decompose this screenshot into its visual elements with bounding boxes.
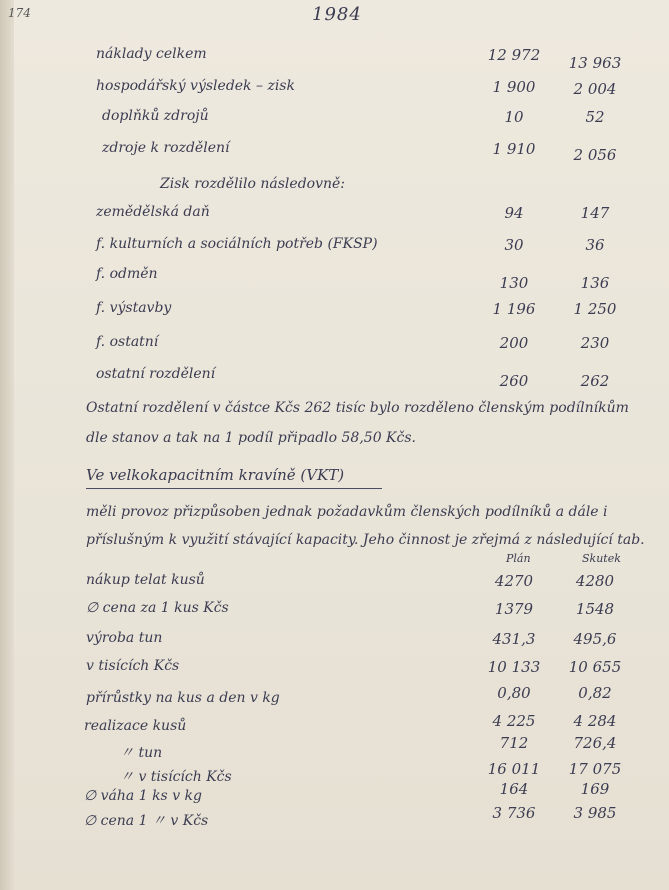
value-actual: 52 bbox=[585, 108, 605, 126]
value-actual: 4 284 bbox=[573, 712, 617, 730]
value-plan: 16 011 bbox=[487, 760, 541, 778]
value-plan: 30 bbox=[504, 236, 524, 254]
value-plan: 164 bbox=[499, 780, 529, 798]
table-row bbox=[0, 46, 669, 72]
table-row bbox=[0, 734, 669, 760]
value-plan: 10 bbox=[504, 108, 524, 126]
value-plan: 130 bbox=[499, 274, 529, 292]
value-plan: 1379 bbox=[494, 600, 534, 618]
value-plan: 1 196 bbox=[492, 300, 536, 318]
value-actual: 169 bbox=[580, 780, 610, 798]
table-row bbox=[0, 780, 669, 806]
row-label: f. kulturních a sociálních potřeb (FKSP) bbox=[96, 236, 378, 252]
value-plan: 260 bbox=[499, 372, 529, 390]
column-header-plan: Plán bbox=[506, 552, 531, 565]
row-label: přírůstky na kus a den v kg bbox=[86, 690, 280, 706]
row-label: ∅ cena za 1 kus Kčs bbox=[86, 600, 229, 616]
table-row bbox=[0, 804, 669, 830]
value-actual: 4280 bbox=[575, 572, 615, 590]
paragraph-line: měli provoz přizpůsoben jednak požadavkům členských podílníků a dále i bbox=[86, 504, 608, 520]
row-label: náklady celkem bbox=[96, 46, 207, 62]
table-row bbox=[0, 236, 669, 262]
value-actual: 2 056 bbox=[573, 146, 617, 164]
row-label: nákup telat kusů bbox=[86, 572, 205, 588]
value-plan: 1 910 bbox=[492, 140, 536, 158]
row-label: zdroje k rozdělení bbox=[102, 140, 230, 156]
row-label: f. odměn bbox=[96, 266, 158, 282]
value-actual: 147 bbox=[580, 204, 610, 222]
paragraph-line: Ostatní rozdělení v částce Kčs 262 tisíc bylo rozděleno členským podílníkům bbox=[86, 400, 629, 416]
value-plan: 712 bbox=[499, 734, 529, 752]
table-row bbox=[0, 684, 669, 710]
value-plan: 4270 bbox=[494, 572, 534, 590]
value-actual: 0,82 bbox=[578, 684, 612, 702]
value-actual: 262 bbox=[580, 372, 610, 390]
row-label: výroba tun bbox=[86, 630, 163, 646]
value-actual: 36 bbox=[585, 236, 605, 254]
row-label: 〃 v tisících Kčs bbox=[120, 769, 232, 785]
paragraph-line: dle stanov a tak na 1 podíl připadlo 58,50 Kčs. bbox=[86, 430, 416, 446]
value-actual: 726,4 bbox=[573, 734, 617, 752]
value-plan: 1 900 bbox=[492, 78, 536, 96]
value-actual: 3 985 bbox=[573, 804, 617, 822]
value-plan: 200 bbox=[499, 334, 529, 352]
row-label: f. výstavby bbox=[96, 300, 172, 316]
value-actual: 17 075 bbox=[568, 760, 622, 778]
section-title-underline bbox=[86, 488, 382, 489]
section-subheading: Zisk rozdělilo následovně: bbox=[160, 176, 346, 192]
section-title: Ve velkokapacitním kravíně (VKT) bbox=[86, 466, 345, 484]
value-plan: 94 bbox=[504, 204, 524, 222]
paragraph-line: příslušným k využití stávající kapacity. Jeho činnost je zřejmá z následující tab. bbox=[86, 532, 645, 548]
row-label: ostatní rozdělení bbox=[96, 366, 216, 382]
value-actual: 1548 bbox=[575, 600, 615, 618]
value-plan: 12 972 bbox=[487, 46, 541, 64]
value-plan: 10 133 bbox=[487, 658, 541, 676]
row-label: zemědělská daň bbox=[96, 204, 210, 220]
value-plan: 3 736 bbox=[492, 804, 536, 822]
value-plan: 4 225 bbox=[492, 712, 536, 730]
table-row bbox=[0, 266, 669, 292]
value-actual: 10 655 bbox=[568, 658, 622, 676]
row-label: f. ostatní bbox=[96, 334, 159, 350]
page-number: 174 bbox=[8, 6, 31, 20]
table-row bbox=[0, 300, 669, 326]
column-header-actual: Skutek bbox=[582, 552, 621, 565]
table-row bbox=[0, 108, 669, 134]
year-heading: 1984 bbox=[312, 4, 362, 25]
table-row bbox=[0, 600, 669, 626]
value-actual: 230 bbox=[580, 334, 610, 352]
row-label: realizace kusů bbox=[84, 718, 187, 734]
row-label: doplňků zdrojů bbox=[102, 108, 209, 124]
value-actual: 13 963 bbox=[568, 54, 622, 72]
value-actual: 136 bbox=[580, 274, 610, 292]
value-actual: 2 004 bbox=[573, 80, 617, 98]
table-row bbox=[0, 630, 669, 656]
table-row bbox=[0, 366, 669, 392]
row-label: hospodářský výsledek – zisk bbox=[96, 78, 295, 94]
table-row bbox=[0, 78, 669, 104]
value-actual: 1 250 bbox=[573, 300, 617, 318]
row-label: ∅ váha 1 ks v kg bbox=[84, 788, 202, 804]
value-plan: 0,80 bbox=[497, 684, 531, 702]
table-row bbox=[0, 204, 669, 230]
table-row bbox=[0, 572, 669, 598]
value-plan: 431,3 bbox=[492, 630, 536, 648]
table-row bbox=[0, 658, 669, 684]
row-label: v tisících Kčs bbox=[86, 658, 180, 674]
table-row bbox=[0, 334, 669, 360]
row-label: ∅ cena 1 〃 v Kčs bbox=[84, 813, 209, 829]
value-actual: 495,6 bbox=[573, 630, 617, 648]
row-label: 〃 tun bbox=[120, 745, 163, 761]
table-row bbox=[0, 140, 669, 166]
